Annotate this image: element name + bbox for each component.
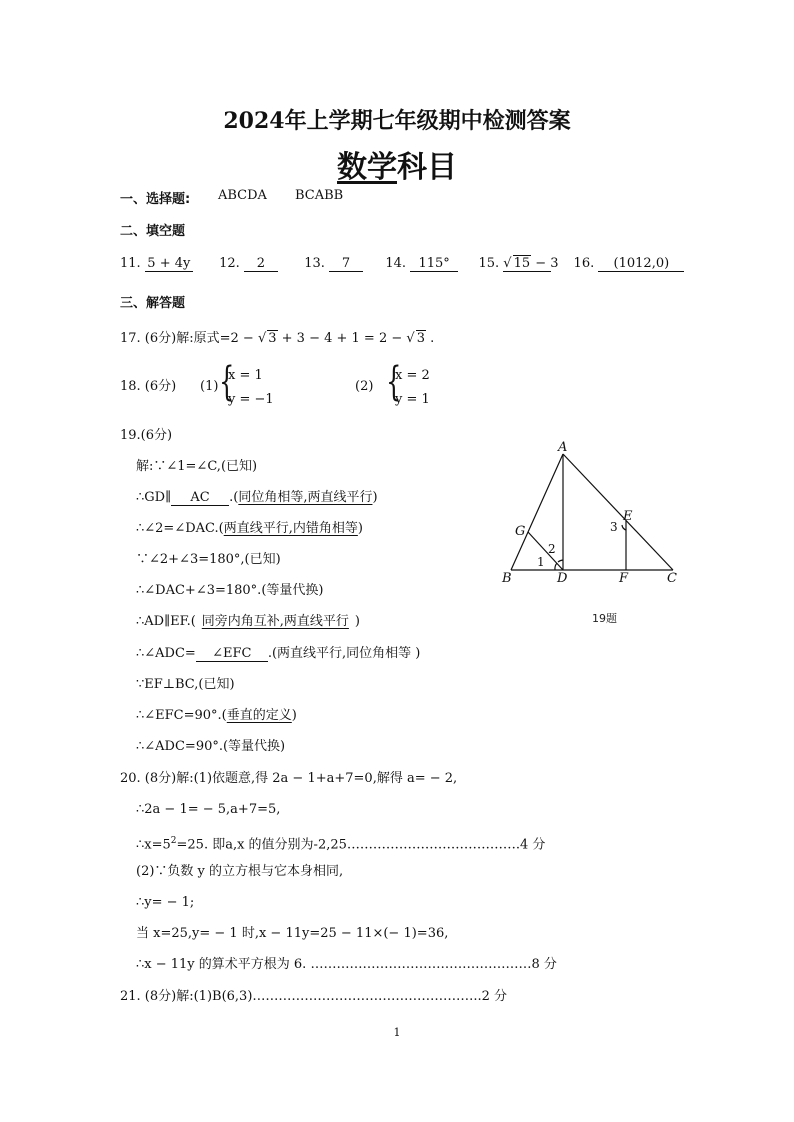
q19-l2e: ) — [372, 490, 378, 505]
q11-num: 11. — [120, 256, 141, 271]
label-f: F — [619, 571, 629, 586]
q18-head: 18. (6分) — [120, 379, 177, 394]
q14-answer: 115° — [410, 256, 458, 272]
q18-y2: y = 1 — [395, 392, 430, 407]
q19-line4: ∵∠2+∠3=180°,(已知) — [136, 552, 281, 567]
q19-l7c: .(两直线平行,同位角相等 ) — [267, 646, 421, 661]
section-choice-label: 一、选择题: — [120, 192, 191, 207]
subject-rest: 科目 — [397, 150, 457, 185]
q13-answer: 7 — [329, 256, 363, 272]
q13-num: 13. — [304, 256, 325, 271]
q17-radicand2: 3 — [416, 331, 425, 346]
choice-answers-1: ABCDA — [218, 188, 267, 203]
q19-line3 — [136, 521, 363, 537]
label-c: C — [667, 571, 677, 586]
q19-figure — [495, 440, 695, 630]
q19-blank-efc: ∠EFC — [196, 646, 268, 662]
label-3: 3 — [610, 520, 618, 534]
label-b: B — [502, 571, 512, 586]
label-g: G — [515, 524, 526, 539]
q19-line6 — [136, 614, 360, 630]
label-a: A — [558, 440, 568, 455]
angle-1-arc — [555, 563, 557, 570]
q18-part2-label: (2) — [355, 379, 374, 394]
q15-answer: √ 15 − 3 — [503, 256, 559, 271]
q19-line10: ∴∠ADC=90°.(等量代换) — [136, 739, 286, 754]
q19-l9a: ∴∠EFC=90°.( — [136, 708, 227, 723]
q19-reason-4: 垂直的定义 — [226, 708, 292, 723]
q12-num: 12. — [219, 256, 240, 271]
q19-reason-3: 同旁内角互补,两直线平行 — [201, 614, 349, 629]
line-ac — [563, 454, 673, 570]
q16-answer: (1012,0) — [598, 256, 684, 272]
q20-line7: ∴x − 11y 的算术平方根为 6. ……………………………………………8 分 — [136, 957, 557, 972]
page-title: 2024年上学期七年级期中检测答案 — [223, 108, 571, 134]
q16-num: 16. — [573, 256, 595, 271]
q20-l3b: =25. 即a,x 的值分别为-2,25………………………………….4 分 — [176, 837, 546, 853]
fill-answers — [120, 255, 684, 272]
q19-line5: ∴∠DAC+∠3=180°.(等量代换) — [136, 583, 324, 598]
q20-line1: 20. (8分)解:(1)依题意,得 2a − 1+a+7=0,解得 a= − 2, — [120, 771, 458, 786]
q19-line2 — [136, 490, 378, 506]
section-fill-label: 二、填空题 — [120, 224, 186, 239]
angle-2-arc — [558, 560, 563, 562]
subject-underlined: 数学 — [337, 150, 397, 185]
q18-x1: x = 1 — [228, 368, 263, 383]
subject-title — [0, 142, 794, 186]
q12-answer: 2 — [244, 256, 278, 272]
q17-end: . — [425, 331, 435, 346]
q17-part2: + 3 − 4 + 1 = 2 − — [277, 331, 407, 346]
q18-part1-label: (1) — [200, 379, 219, 394]
q17: 17. (6分)解:原式=2 − √ 3 + 3 − 4 + 1 = 2 − √ 3 . — [120, 331, 435, 346]
label-2: 2 — [548, 542, 556, 556]
q19-reason-1: 同位角相等,两直线平行 — [238, 490, 373, 505]
section-solve-label: 三、解答题 — [120, 296, 186, 311]
q18-x2: x = 2 — [395, 368, 430, 383]
q20-line2: ∴2a − 1= − 5,a+7=5, — [136, 802, 281, 817]
q17-head: 17. (6分)解:原式= — [120, 331, 231, 346]
q20-line5: ∴y= − 1; — [136, 895, 195, 910]
q19-line9 — [136, 708, 297, 724]
q19-l9c: ) — [291, 708, 297, 723]
q20-line3 — [136, 833, 545, 853]
q21-line1: 21. (8分)解:(1)B(6,3)……………………………………………..2 分 — [120, 989, 508, 1004]
q17-part1: 2 − — [230, 331, 258, 346]
q19-reason-2: 两直线平行,内错角相等 — [223, 521, 358, 536]
q19-l2c: .( — [229, 490, 239, 505]
q18-y1: y = −1 — [228, 392, 274, 407]
q15-num: 15. — [478, 256, 500, 271]
q19-l7a: ∴∠ADC= — [136, 646, 196, 661]
brace-1: { — [219, 359, 235, 405]
q20-l3a: ∴x=5 — [136, 837, 171, 853]
label-e: E — [623, 509, 633, 524]
label-1: 1 — [537, 555, 545, 569]
choice-answers-2: BCABB — [295, 188, 344, 203]
brace-2: { — [386, 359, 402, 405]
q19-line8: ∵EF⊥BC,(已知) — [136, 677, 235, 692]
label-d: D — [557, 571, 568, 586]
page-number: 1 — [393, 1026, 401, 1039]
q14-num: 14. — [385, 256, 407, 271]
q19-l6a: ∴AD∥EF.( — [136, 614, 196, 629]
q19-l6c: ) — [354, 614, 360, 629]
q19-l3c: ) — [357, 521, 363, 536]
line-gd — [528, 532, 563, 570]
q19-line1: 解:∵∠1=∠C,(已知) — [136, 459, 258, 474]
q19-l2a: ∴GD∥ — [136, 490, 172, 505]
figure-caption: 19题 — [592, 612, 617, 625]
q20-line4: (2)∵负数 y 的立方根与它本身相同, — [136, 864, 344, 879]
q15-tail: − 3 — [531, 256, 559, 271]
q19-blank-ac: AC — [171, 490, 229, 506]
q19-line7 — [136, 646, 420, 662]
q11-answer: 5 + 4y — [145, 256, 193, 272]
q17-radicand1: 3 — [268, 331, 277, 346]
q20-sup: 2 — [170, 836, 177, 846]
q20-line6: 当 x=25,y= − 1 时,x − 11y=25 − 11×(− 1)=36, — [136, 926, 449, 941]
q15-radicand: 15 — [513, 256, 531, 271]
q19-head: 19.(6分) — [120, 428, 173, 443]
q19-l3a: ∴∠2=∠DAC.( — [136, 521, 224, 536]
